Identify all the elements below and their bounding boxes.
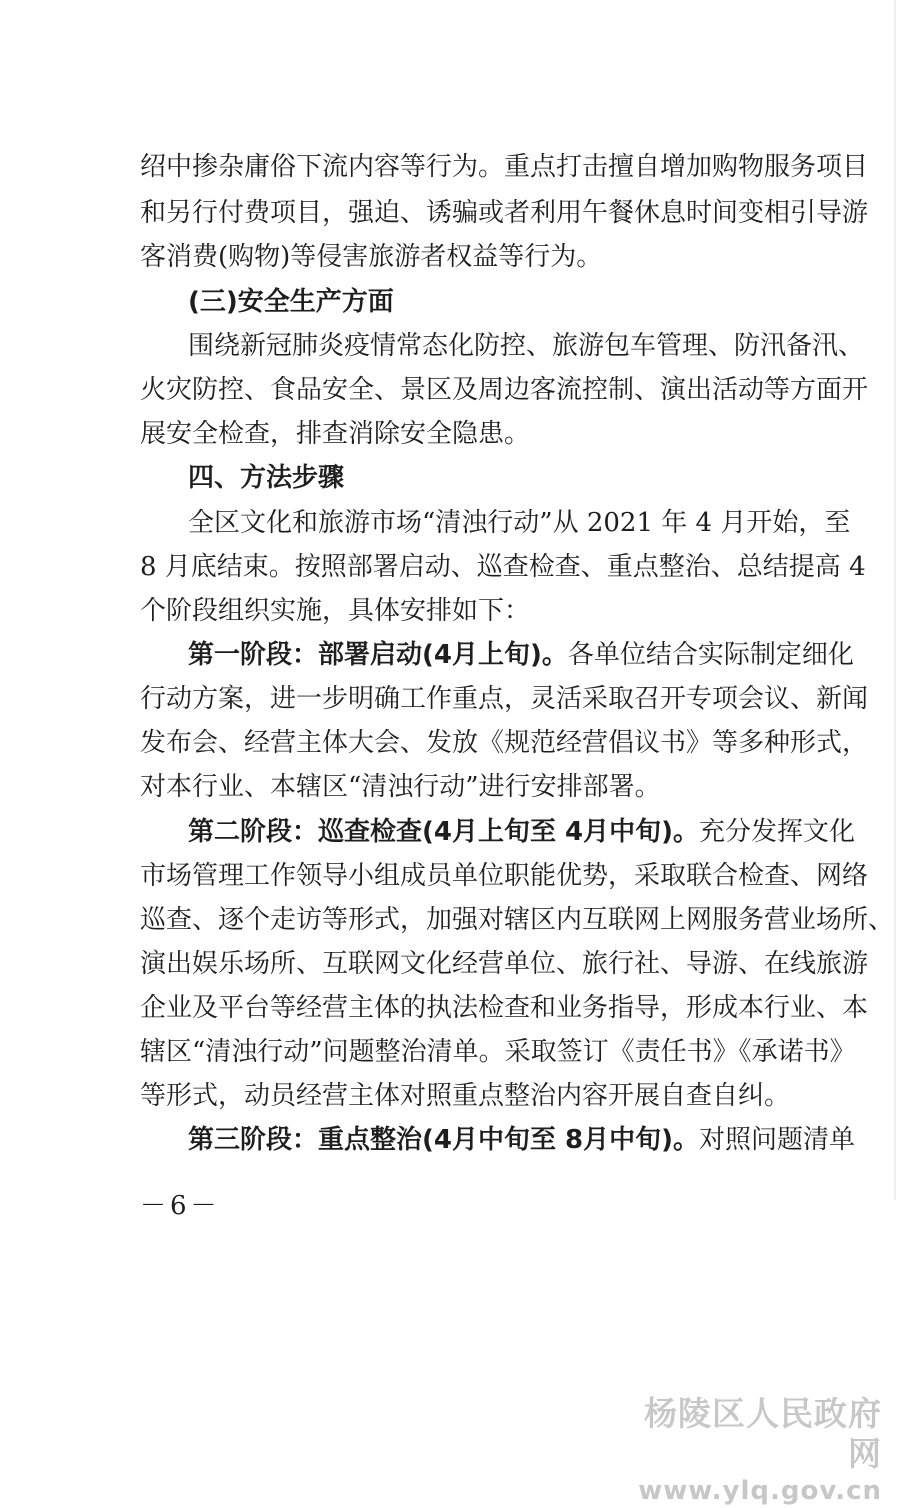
- scan-margin-shadow: [894, 0, 896, 1200]
- stage-three-text: 对照问题清单: [699, 1125, 856, 1155]
- site-watermark: [632, 1394, 882, 1508]
- body-text-line: 发布会、经营主体大会、发放《规范经营倡议书》等多种形式，: [140, 728, 869, 758]
- body-text-line: 展安全检查，排查消除安全隐患。: [140, 419, 531, 449]
- watermark-url: www.ylq.gov.cn: [638, 1476, 882, 1506]
- body-text-line: 辖区“清浊行动”问题整治清单。采取签订《责任书》《承诺书》: [140, 1037, 856, 1067]
- stage-two-paragraph: [188, 817, 856, 847]
- body-text-line: 绍中掺杂庸俗下流内容等行为。重点打击擅自增加购物服务项目: [140, 152, 869, 182]
- body-text-line: 市场管理工作领导小组成员单位职能优势，采取联合检查、网络: [140, 861, 869, 891]
- body-text-line: 对本行业、本辖区“清浊行动”进行安排部署。: [140, 772, 661, 802]
- body-text-line: 和另行付费项目，强迫、诱骗或者利用午餐休息时间变相引导游: [140, 198, 869, 228]
- stage-two-text: 充分发挥文化: [699, 817, 856, 847]
- page-number: －6－: [140, 1191, 221, 1221]
- body-text-line: 8 月底结束。按照部署启动、巡查检查、重点整治、总结提高 4: [140, 552, 866, 582]
- body-text-line: 客消费(购物)等侵害旅游者权益等行为。: [140, 242, 603, 272]
- stage-three-paragraph: [188, 1125, 856, 1155]
- stage-one-text: 各单位结合实际制定细化: [567, 640, 854, 670]
- section-heading-methods: 四、方法步骤: [188, 463, 345, 493]
- watermark-title: 杨陵区人民政府网: [644, 1394, 882, 1473]
- stage-two-heading: 第二阶段：巡查检查(4月上旬至 4月中旬)。: [188, 817, 699, 847]
- stage-three-heading: 第三阶段：重点整治(4月中旬至 8月中旬)。: [188, 1125, 699, 1155]
- body-text-line: 巡查、逐个走访等形式，加强对辖区内互联网上网服务营业场所、: [140, 905, 895, 935]
- body-text-line: 行动方案，进一步明确工作重点，灵活采取召开专项会议、新闻: [140, 684, 869, 714]
- body-text-line: 火灾防控、食品安全、景区及周边客流控制、演出活动等方面开: [140, 375, 869, 405]
- stage-one-paragraph: [188, 640, 854, 670]
- section-heading-safety: (三)安全生产方面: [188, 287, 394, 317]
- body-text-line: 围绕新冠肺炎疫情常态化防控、旅游包车管理、防汛备汛、: [188, 331, 865, 361]
- body-text-line: 等形式，动员经营主体对照重点整治内容开展自查自纠。: [140, 1081, 791, 1111]
- body-text-line: 企业及平台等经营主体的执法检查和业务指导，形成本行业、本: [140, 993, 869, 1023]
- body-text-line: 全区文化和旅游市场“清浊行动”从 2021 年 4 月开始，至: [188, 508, 851, 538]
- body-text-line: 个阶段组织实施，具体安排如下：: [140, 596, 531, 626]
- body-text-line: 演出娱乐场所、互联网文化经营单位、旅行社、导游、在线旅游: [140, 949, 869, 979]
- stage-one-heading: 第一阶段：部署启动(4月上旬)。: [188, 640, 568, 670]
